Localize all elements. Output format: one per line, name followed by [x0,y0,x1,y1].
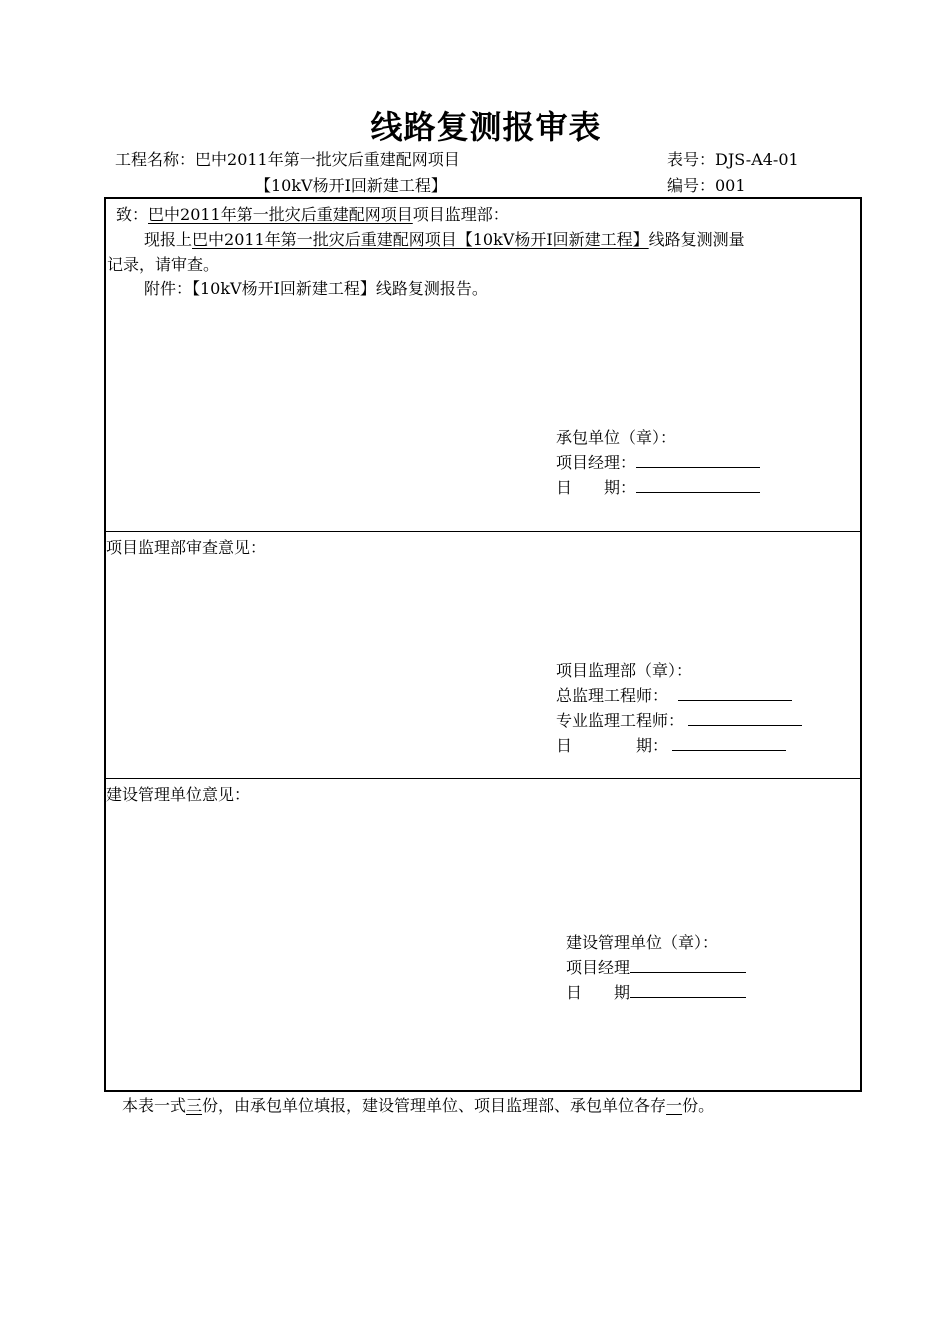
specialist-engineer-line [556,711,802,731]
contractor-date-label: 日 期： [556,478,637,497]
chief-engineer-blank[interactable] [678,686,792,701]
footer-note [122,1096,714,1116]
contractor-manager-line [556,453,760,473]
chief-engineer-line [556,686,792,706]
attachment-line: 附件：【10kV杨开Ⅰ回新建工程】线路复测报告。 [144,279,488,298]
specialist-engineer-blank[interactable] [688,711,802,726]
contractor-manager-blank[interactable] [636,453,760,468]
section-divider-2 [104,778,862,779]
addressee-name: 巴中2011年第一批灾后重建配网项目 [148,205,413,224]
chief-engineer-label: 总监理工程师： [556,686,669,705]
owner-manager-line [566,958,746,978]
contractor-manager-label: 项目经理： [556,453,637,472]
submission-prefix: 现报上 [144,230,193,249]
form-number: 表号：DJS-A4-01 [667,150,799,169]
submission-line-2: 记录，请审查。 [107,255,220,274]
contractor-date-blank[interactable] [636,478,760,493]
submission-project: 巴中2011年第一批灾后重建配网项目【10kV杨开Ⅰ回新建工程】 [192,230,649,249]
owner-manager-label: 项目经理 [566,958,631,977]
form-table-border [104,197,862,1092]
submission-line-1 [144,230,745,250]
footer-part3: 份。 [682,1096,715,1115]
specialist-engineer-label: 专业监理工程师： [556,711,685,730]
supervision-date-line [556,736,786,756]
footer-copies: 三 [186,1096,203,1115]
supervision-date-blank[interactable] [672,736,786,751]
owner-date-line [566,983,746,1003]
footer-part2: 份，由承包单位填报，建设管理单位、项目监理部、承包单位各存 [202,1096,667,1115]
section-divider-1 [104,531,862,532]
project-subname: 【10kV杨开Ⅰ回新建工程】 [255,176,447,195]
owner-manager-blank[interactable] [630,958,746,973]
project-name-line [115,150,460,170]
supervision-seal-label: 项目监理部（章）： [556,661,693,680]
project-name: 巴中2011年第一批灾后重建配网项目 [195,150,460,169]
serial-number: 编号：001 [667,176,746,195]
contractor-date-line [556,478,760,498]
supervision-date-label: 日 期： [556,736,669,755]
addressee-prefix: 致： [116,205,149,224]
owner-date-label: 日 期 [566,983,631,1002]
submission-suffix: 线路复测测量 [648,230,745,249]
footer-part1: 本表一式 [122,1096,187,1115]
page-title: 线路复测报审表 [370,108,602,146]
footer-each: 一 [666,1096,683,1115]
project-label: 工程名称： [115,150,196,169]
addressee-line [116,205,509,225]
owner-date-blank[interactable] [630,983,746,998]
addressee-suffix: 项目监理部： [412,205,509,224]
owner-seal-label: 建设管理单位（章）： [566,933,719,952]
owner-opinion-heading: 建设管理单位意见： [106,785,251,804]
contractor-seal-label: 承包单位（章）： [556,428,677,447]
supervision-opinion-heading: 项目监理部审查意见： [106,538,267,557]
